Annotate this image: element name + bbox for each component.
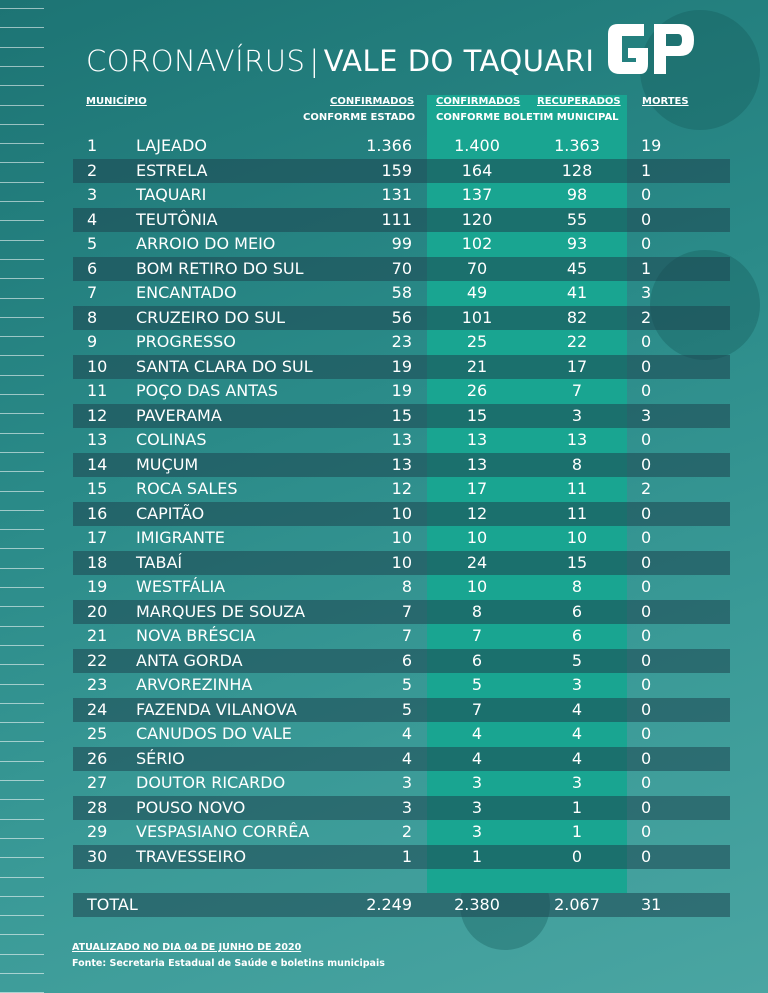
side-line [0,799,44,800]
row-number: 3 [87,185,98,204]
confirmados-estado: 159 [381,160,412,180]
confirmados-estado: 2 [401,822,412,841]
municipio-name: SÉRIO [136,748,185,768]
confirmados-estado: 5 [401,699,412,719]
updated-date: ATUALIZADO NO DIA 04 DE JUNHO DE 2020 [72,942,302,953]
mortes: 3 [641,283,652,302]
side-line [0,664,44,665]
confirmados-boletim: 12 [466,503,488,523]
side-line [0,27,44,28]
table-row [73,330,730,354]
header-recuperados: RECUPERADOS [537,96,621,107]
confirmados-estado: 23 [391,332,412,351]
confirmados-boletim: 1.400 [454,136,500,155]
source-note: Fonte: Secretaria Estadual de Saúde e boletins municipais [72,958,385,969]
confirmados-estado: 7 [401,601,412,621]
confirmados-estado: 8 [401,577,412,596]
confirmados-boletim: 164 [461,160,493,180]
confirmados-estado: 10 [391,528,412,547]
municipio-name: DOUTOR RICARDO [136,773,286,792]
side-line [0,877,44,878]
side-line [0,915,44,916]
mortes: 0 [641,846,652,866]
side-line [0,587,44,588]
confirmados-boletim: 21 [466,356,488,376]
mortes: 3 [641,405,652,425]
side-line [0,375,44,376]
side-line [0,433,44,434]
side-line [0,413,44,414]
row-number: 4 [87,209,98,229]
confirmados-estado: 1 [401,846,412,866]
municipio-name: CANUDOS DO VALE [136,724,292,743]
confirmados-estado: 58 [391,283,412,302]
confirmados-boletim: 13 [466,454,488,474]
table-row [73,747,730,771]
header-confirmados-estado: CONFIRMADOS [330,96,415,107]
row-number: 30 [87,846,108,866]
recuperados: 82 [566,307,588,327]
row-number: 2 [87,160,98,180]
row-number: 27 [87,773,108,792]
confirmados-boletim: 17 [466,479,488,498]
side-line [0,143,44,144]
confirmados-estado: 10 [391,503,412,523]
confirmados-estado: 70 [391,258,412,278]
recuperados: 6 [571,626,583,645]
row-number: 8 [87,307,98,327]
mortes: 0 [641,454,652,474]
municipio-name: ENCANTADO [136,283,237,302]
total-label: TOTAL [87,895,138,914]
municipio-name: CRUZEIRO DO SUL [136,307,286,327]
confirmados-estado: 3 [401,773,412,792]
side-line [0,240,44,241]
municipio-name: COLINAS [136,430,207,449]
confirmados-estado: 5 [401,675,412,694]
municipio-name: TABAÍ [136,552,183,572]
confirmados-estado: 4 [401,724,412,743]
table-row [73,698,730,722]
recuperados: 10 [566,528,588,547]
side-line [0,780,44,781]
side-line [0,220,44,221]
recuperados: 98 [566,185,588,204]
header-municipio: MUNICÍPIO [86,96,147,107]
confirmados-estado: 99 [391,234,412,253]
side-line [0,278,44,279]
table-row [73,379,730,403]
mortes: 1 [641,160,652,180]
municipio-name: WESTFÁLIA [136,577,226,596]
municipio-name: ESTRELA [136,160,208,180]
table-row [73,649,730,673]
municipio-name: VESPASIANO CORRÊA [136,822,310,841]
header-conforme-boletim: CONFORME BOLETIM MUNICIPAL [436,112,619,123]
side-line [0,47,44,48]
table-row [73,722,730,746]
mortes: 0 [641,699,652,719]
mortes: 0 [641,577,652,596]
recuperados: 3 [571,405,583,425]
table-row [73,428,730,452]
confirmados-estado: 131 [381,185,412,204]
header-confirmados-boletim: CONFIRMADOS [436,96,521,107]
side-line [0,510,44,511]
recuperados: 5 [571,650,583,670]
confirmados-estado: 13 [391,454,412,474]
table-row [73,673,730,697]
table-row [73,845,730,869]
mortes: 0 [641,185,652,204]
confirmados-boletim: 26 [466,381,488,400]
recuperados: 1 [571,797,583,817]
recuperados: 11 [566,503,588,523]
table-row [73,404,730,428]
table-row [73,134,730,158]
row-number: 21 [87,626,108,645]
municipio-name: POÇO DAS ANTAS [136,381,278,400]
header-mortes: MORTES [642,96,689,107]
row-number: 17 [87,528,108,547]
table-row [73,208,730,232]
municipio-name: PAVERAMA [136,405,222,425]
side-line [0,529,44,530]
table-row [73,502,730,526]
side-line [0,201,44,202]
side-line [0,298,44,299]
table-row [73,600,730,624]
mortes: 0 [641,601,652,621]
row-number: 24 [87,699,108,719]
recuperados: 45 [566,258,588,278]
municipio-name: TEUTÔNIA [136,209,218,229]
confirmados-estado: 10 [391,552,412,572]
recuperados: 4 [571,748,583,768]
confirmados-boletim: 15 [466,405,488,425]
table-row [73,526,730,550]
table-row [73,183,730,207]
confirmados-boletim: 101 [461,307,493,327]
row-number: 6 [87,258,98,278]
total-estado: 2.249 [366,895,412,914]
side-line [0,66,44,67]
row-number: 10 [87,356,108,376]
table-row [73,159,730,183]
row-number: 22 [87,650,108,670]
municipio-name: ROCA SALES [136,479,238,498]
confirmados-boletim: 4 [471,748,483,768]
municipio-name: ARROIO DO MEIO [136,234,276,253]
municipio-name: POUSO NOVO [136,797,246,817]
row-number: 11 [87,381,108,400]
confirmados-boletim: 1 [471,846,483,866]
side-line [0,259,44,260]
confirmados-boletim: 8 [471,601,483,621]
side-line [0,182,44,183]
side-line [0,722,44,723]
recuperados: 15 [566,552,588,572]
side-line [0,934,44,935]
mortes: 0 [641,381,652,400]
mortes: 0 [641,626,652,645]
municipio-name: MUÇUM [136,454,199,474]
mortes: 2 [641,307,652,327]
municipio-name: TRAVESSEIRO [136,846,247,866]
row-number: 14 [87,454,108,474]
table-row [73,232,730,256]
total-row [73,893,730,917]
municipio-name: MARQUES DE SOUZA [136,601,306,621]
side-line [0,394,44,395]
side-line [0,684,44,685]
recuperados: 1 [571,822,583,841]
confirmados-boletim: 49 [466,283,488,302]
row-number: 16 [87,503,108,523]
side-line [0,317,44,318]
side-line [0,85,44,86]
mortes: 1 [641,258,652,278]
confirmados-boletim: 25 [466,332,488,351]
municipio-name: CAPITÃO [136,503,205,523]
side-line [0,857,44,858]
confirmados-boletim: 4 [471,724,483,743]
municipio-name: TAQUARI [136,185,207,204]
mortes: 0 [641,528,652,547]
confirmados-estado: 56 [391,307,412,327]
side-line [0,471,44,472]
side-line [0,896,44,897]
mortes: 0 [641,552,652,572]
mortes: 0 [641,797,652,817]
mortes: 0 [641,675,652,694]
recuperados: 3 [571,773,583,792]
total-mortes: 31 [641,895,662,914]
confirmados-boletim: 120 [461,209,493,229]
confirmados-estado: 6 [401,650,412,670]
side-line [0,606,44,607]
confirmados-boletim: 13 [466,430,488,449]
confirmados-estado: 19 [391,381,412,400]
mortes: 0 [641,356,652,376]
side-line [0,548,44,549]
confirmados-boletim: 7 [471,626,483,645]
title-part2: VALE DO TAQUARI [323,44,595,78]
side-line [0,741,44,742]
table-row [73,796,730,820]
row-number: 9 [87,332,98,351]
side-line [0,105,44,106]
municipio-name: ARVOREZINHA [136,675,253,694]
confirmados-estado: 15 [391,405,412,425]
row-number: 29 [87,822,108,841]
side-line [0,568,44,569]
mortes: 0 [641,234,652,253]
table-row [73,771,730,795]
recuperados: 4 [571,699,583,719]
mortes: 0 [641,430,652,449]
recuperados: 55 [566,209,588,229]
side-line [0,626,44,627]
page-title [86,44,594,78]
row-number: 25 [87,724,108,743]
confirmados-estado: 7 [401,626,412,645]
confirmados-estado: 19 [391,356,412,376]
confirmados-boletim: 3 [471,797,483,817]
recuperados: 8 [571,577,583,596]
recuperados: 93 [566,234,588,253]
confirmados-estado: 4 [401,748,412,768]
confirmados-boletim: 137 [461,185,493,204]
table-row [73,306,730,330]
confirmados-boletim: 7 [471,699,483,719]
recuperados: 11 [566,479,588,498]
row-number: 5 [87,234,98,253]
total-recuperados: 2.067 [554,895,600,914]
row-number: 28 [87,797,108,817]
recuperados: 4 [571,724,583,743]
confirmados-boletim: 10 [466,528,488,547]
municipio-name: IMIGRANTE [136,528,225,547]
side-line [0,162,44,163]
table-row [73,257,730,281]
side-line [0,8,44,9]
mortes: 2 [641,479,652,498]
side-line [0,491,44,492]
recuperados: 41 [566,283,588,302]
table-row [73,355,730,379]
recuperados: 6 [571,601,583,621]
mortes: 0 [641,822,652,841]
municipio-name: PROGRESSO [136,332,236,351]
recuperados: 3 [571,675,583,694]
mortes: 0 [641,332,652,351]
mortes: 0 [641,503,652,523]
mortes: 0 [641,724,652,743]
mortes: 0 [641,773,652,792]
row-number: 26 [87,748,108,768]
side-line [0,819,44,820]
table-row [73,551,730,575]
decorative-side-lines [0,0,46,993]
side-line [0,645,44,646]
side-line [0,761,44,762]
confirmados-boletim: 24 [466,552,488,572]
recuperados: 22 [566,332,588,351]
confirmados-boletim: 3 [471,822,483,841]
municipio-name: LAJEADO [136,136,207,155]
gp-logo [604,18,698,80]
row-number: 19 [87,577,108,596]
mortes: 19 [641,136,662,155]
confirmados-boletim: 70 [466,258,488,278]
header-conforme-estado: CONFORME ESTADO [303,112,416,123]
table-row [73,575,730,599]
municipio-name: ANTA GORDA [136,650,243,670]
total-boletim: 2.380 [454,895,500,914]
side-line [0,973,44,974]
row-number: 18 [87,552,108,572]
confirmados-estado: 3 [401,797,412,817]
table-row [73,281,730,305]
table-row [73,820,730,844]
side-line [0,355,44,356]
side-line [0,452,44,453]
confirmados-estado: 1.366 [366,136,412,155]
row-number: 20 [87,601,108,621]
recuperados: 17 [566,356,588,376]
recuperados: 13 [566,430,588,449]
mortes: 0 [641,748,652,768]
confirmados-estado: 13 [391,430,412,449]
municipio-name: SANTA CLARA DO SUL [136,356,313,376]
side-line [0,838,44,839]
recuperados: 8 [571,454,583,474]
title-separator: | [309,44,320,78]
side-line [0,954,44,955]
mortes: 0 [641,209,652,229]
municipio-name: NOVA BRÉSCIA [136,626,256,645]
row-number: 23 [87,675,108,694]
side-line [0,124,44,125]
confirmados-estado: 12 [391,479,412,498]
municipio-name: FAZENDA VILANOVA [136,699,297,719]
recuperados: 128 [561,160,593,180]
mortes: 0 [641,650,652,670]
confirmados-boletim: 5 [471,675,483,694]
table-row [73,624,730,648]
table-row [73,477,730,501]
title-part1: CORONAVÍRUS [86,44,306,78]
recuperados: 7 [571,381,583,400]
confirmados-boletim: 10 [466,577,488,596]
table-row [73,453,730,477]
recuperados: 0 [571,846,583,866]
side-line [0,703,44,704]
row-number: 12 [87,405,108,425]
municipio-name: BOM RETIRO DO SUL [136,258,304,278]
row-number: 7 [87,283,98,302]
row-number: 13 [87,430,108,449]
confirmados-estado: 111 [381,209,412,229]
row-number: 15 [87,479,108,498]
confirmados-boletim: 102 [461,234,493,253]
recuperados: 1.363 [554,136,600,155]
confirmados-boletim: 6 [471,650,483,670]
confirmados-boletim: 3 [471,773,483,792]
side-line [0,336,44,337]
row-number: 1 [87,136,98,155]
